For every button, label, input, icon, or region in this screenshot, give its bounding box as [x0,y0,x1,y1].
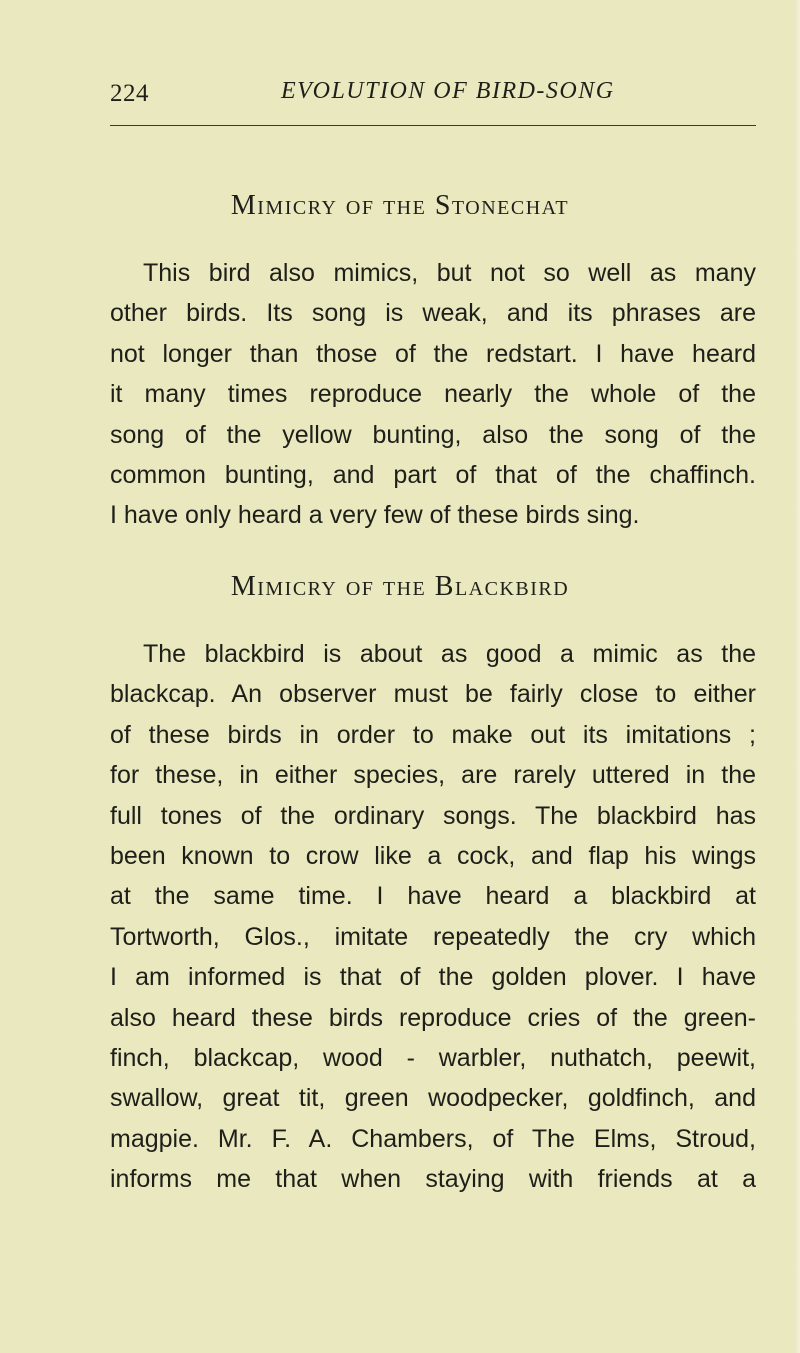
text-line: been known to crow like a cock, and flap his wings [110,842,756,871]
text-line: common bunting, and part of that of the chaffinch. [110,461,756,490]
text-line: informs me that when staying with friends at a [110,1165,756,1194]
text-line: swallow, great tit, green woodpecker, goldfinch, and [110,1084,756,1113]
text-line: of these birds in order to make out its imitations ; [110,720,756,749]
header-rule [110,125,756,126]
paragraph-blackbird [110,634,756,1200]
running-title: EVOLUTION OF BIRD-SONG [281,78,615,104]
text-line: full tones of the ordinary songs. The blackbird has [110,801,756,830]
running-head [110,78,758,112]
text-line: This bird also mimics, but not so well as many [143,259,756,287]
text-line: I am informed is that of the golden plover. I have [110,963,756,992]
text-line: finch, blackcap, wood - warbler, nuthatch, peewit, [110,1044,756,1073]
page-number: 224 [110,80,149,107]
section-heading-blackbird: Mimicry of the Blackbird [230,571,570,602]
text-line: also heard these birds reproduce cries of the green- [110,1003,756,1032]
section-heading-stonechat: Mimicry of the Stonechat [230,190,570,221]
text-line: not longer than those of the redstart. I have heard [110,339,756,368]
paragraph-stonechat [110,253,756,536]
text-line: magpie. Mr. F. A. Chambers, of The Elms, Stroud, [110,1124,756,1153]
text-line: at the same time. I have heard a blackbird at [110,882,756,911]
text-line: Tortworth, Glos., imitate repeatedly the cry which [110,922,756,951]
text-line: song of the yellow bunting, also the song of the [110,420,756,449]
text-line: blackcap. An observer must be fairly close to either [110,680,756,709]
text-line: I have only heard a very few of these birds sing. [110,501,640,530]
text-line: it many times reproduce nearly the whole of the [110,380,756,409]
text-line: other birds. Its song is weak, and its phrases are [110,299,756,328]
text-line: The blackbird is about as good a mimic as the [143,640,756,668]
text-line: for these, in either species, are rarely uttered in the [110,761,756,790]
